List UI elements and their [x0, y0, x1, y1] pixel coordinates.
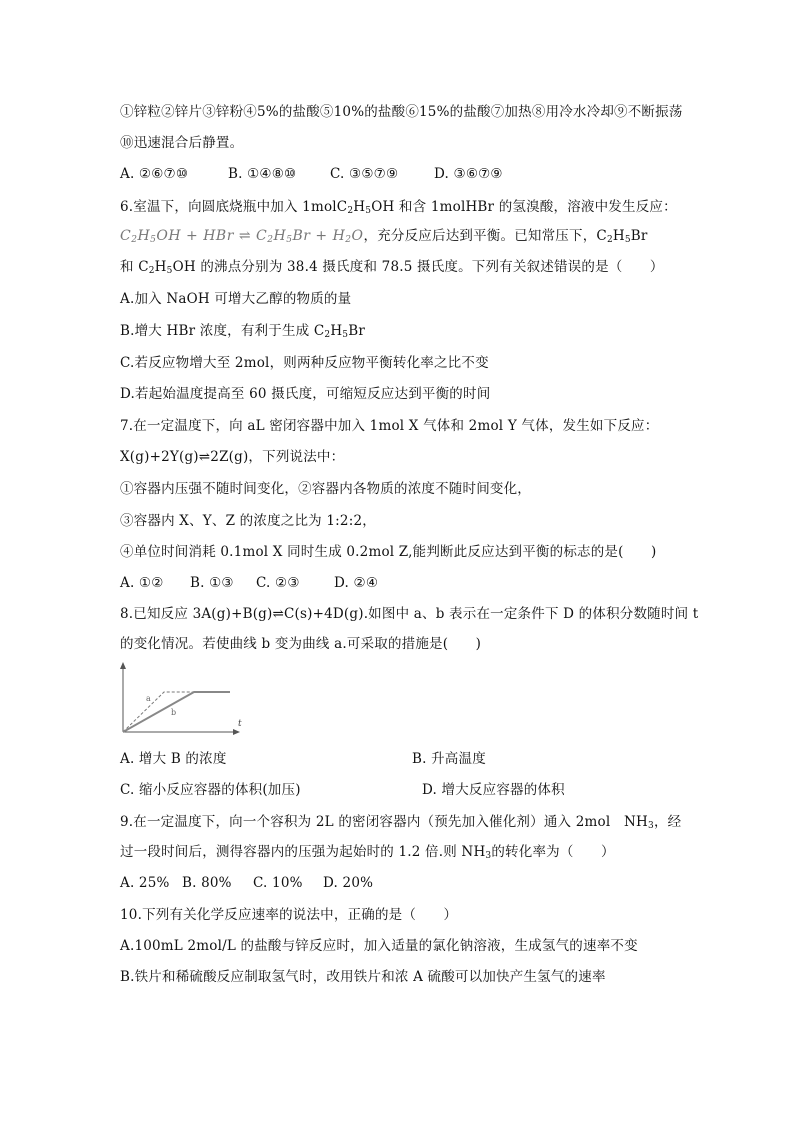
- curve-b: [123, 692, 230, 732]
- q5-line1: ①锌粒②锌片③锌粉④5%的盐酸⑤10%的盐酸⑥15%的盐酸⑦加热⑧用冷水冷却⑨不断振荡: [120, 104, 683, 120]
- q8-option-c: C. 缩小反应容器的体积(加压): [120, 782, 301, 798]
- q6-option-d: D.若起始温度提高至 60 摄氏度，可缩短反应达到平衡的时间: [120, 386, 491, 402]
- q6-option-b: B.增大 HBr 浓度，有利于生成 $C_2H_5Br$: [120, 323, 366, 340]
- q8-option-d: D. 增大反应容器的体积: [422, 782, 565, 798]
- q5-option-b: B. ①④⑧⑩: [228, 166, 297, 182]
- q6-equation-line: $C_2H_5OH$ + HBr ⇌ $C_2H_5Br + H_2O$，充分反应后达到平衡。已知常压下，$C_2H_5Br$: [120, 228, 648, 245]
- q8-line2: 的变化情况。若使曲线 b 变为曲线 a.可采取的措施是( ): [120, 636, 482, 652]
- curve-b-label: b: [171, 708, 177, 717]
- q6-line3: 和 $C_2H_5OH$ 的沸点分别为 38.4 摄氏度和 78.5 摄氏度。下列有关叙述错误的是（ ）: [120, 259, 664, 276]
- q8-graph: [116, 660, 246, 740]
- q7-line5: ④单位时间消耗 0.1mol X 同时生成 0.2mol Z,能判断此反应达到平衡的标志的是( ): [120, 544, 657, 560]
- q6-option-c: C.若反应物增大至 2mol，则两种反应物平衡转化率之比不变: [120, 355, 489, 371]
- curve-a: [123, 692, 230, 732]
- x-axis-label: t: [238, 719, 242, 729]
- q9-option-b: B. 80%: [182, 875, 232, 891]
- q9-line2: 过一段时间后，测得容器内的压强为起始时的 1.2 倍.则 $NH_3$的转化率为（ ）: [120, 844, 615, 861]
- q7-option-c: C. ②③: [256, 575, 300, 591]
- q10-option-b: B.铁片和稀硫酸反应制取氢气时，改用铁片和浓 A 硫酸可以加快产生氢气的速率: [120, 969, 606, 985]
- curve-a-label: a: [146, 694, 151, 703]
- y-axis-arrow: [120, 662, 126, 669]
- q5-option-a: A. ②⑥⑦⑩: [120, 166, 189, 182]
- q9-line1: 9.在一定温度下，向一个容积为 2L 的密闭容器内（预先加入催化剂）通入 2mol $NH_3$，经: [120, 814, 682, 831]
- q5-options: [120, 164, 503, 184]
- q8-line1: 8.已知反应 3A(g)+B(g)⇌C(s)+4D(g).如图中 a、b 表示在一定条件下 D 的体积分数随时间 t: [120, 606, 699, 622]
- q6-equation: $C_2H_5OH$ + HBr ⇌ $C_2H_5Br + H_2O$: [120, 228, 364, 245]
- q7-line4: ③容器内 X、Y、Z 的浓度之比为 1:2:2，: [120, 513, 376, 529]
- q5-line2: ⑩迅速混合后静置。: [120, 135, 244, 151]
- q7-option-d: D. ②④: [334, 575, 379, 591]
- q8-options-cd: [120, 780, 565, 800]
- q9-option-d: D. 20%: [323, 875, 374, 891]
- q7-line1: 7.在一定温度下，向 aL 密闭容器中加入 1mol X 气体和 2mol Y 气体，发生如下反应：: [120, 418, 659, 434]
- q9-option-c: C. 10%: [253, 875, 303, 891]
- q10-option-a: A.100mL 2mol/L 的盐酸与锌反应时，加入适量的氯化钠溶液，生成氢气的速率不变: [120, 938, 638, 954]
- q6-option-a: A.加入 NaOH 可增大乙醇的物质的量: [120, 291, 352, 307]
- q9-option-a: A. 25%: [120, 875, 170, 891]
- q5-option-d: D. ③⑥⑦⑨: [434, 166, 503, 182]
- x-axis-arrow: [233, 729, 240, 735]
- q7-line2: X(g)+2Y(g)⇌2Z(g)，下列说法中：: [120, 449, 345, 465]
- q9-options: [120, 873, 373, 893]
- q7-option-b: B. ①③: [190, 575, 234, 591]
- q7-line3: ①容器内压强不随时间变化，②容器内各物质的浓度不随时间变化，: [120, 481, 531, 497]
- q5-option-c: C. ③⑤⑦⑨: [330, 166, 399, 182]
- q10-stem: 10.下列有关化学反应速率的说法中，正确的是（ ）: [120, 907, 458, 923]
- q8-option-a: A. 增大 B 的浓度: [120, 751, 227, 767]
- q6-stem: 6.室温下，向圆底烧瓶中加入 $1molC_2H_5OH$ 和含 1molHBr 的氢溴酸，溶液中发生反应：: [120, 199, 677, 216]
- q8-options-ab: [120, 749, 486, 769]
- q8-option-b: B. 升高温度: [412, 751, 486, 767]
- q7-options: [120, 573, 378, 593]
- q7-option-a: A. ①②: [120, 575, 164, 591]
